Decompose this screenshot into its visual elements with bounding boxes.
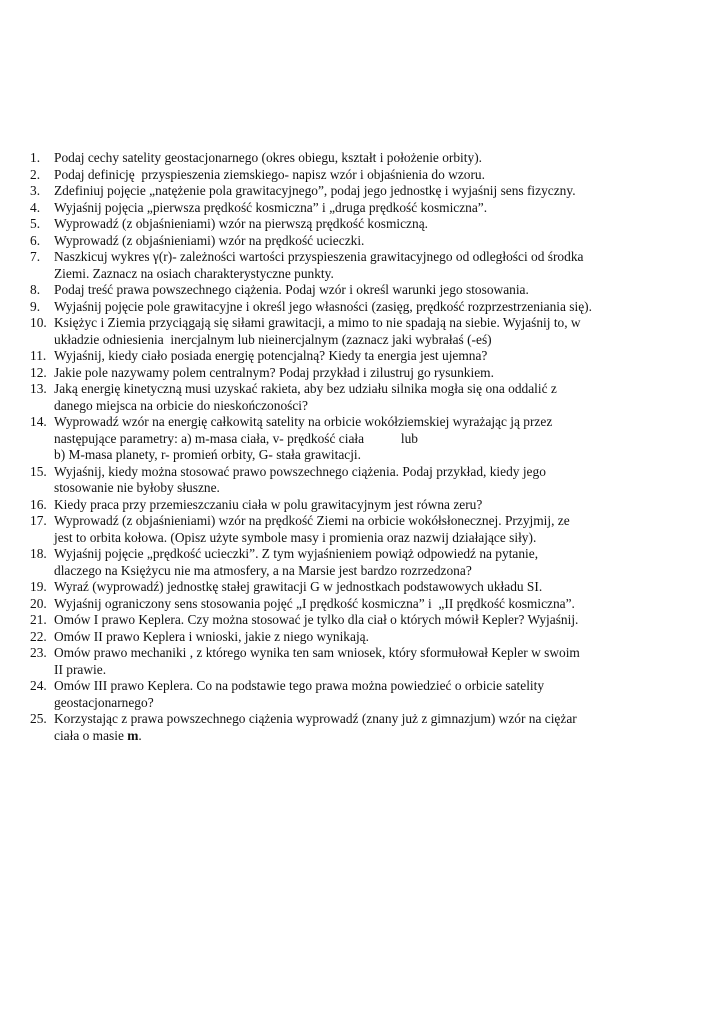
question-item [30, 414, 710, 464]
question-text: Wyjaśnij pojęcie pole grawitacyjne i określ jego własności (zasięg, prędkość rozprzestrzeniania się). [54, 298, 592, 314]
question-text: Podaj definicję przyspieszenia ziemskiego- napisz wzór i objaśnienia do wzoru. [54, 166, 485, 182]
question-text: Wyjaśnij, kiedy ciało posiada energię potencjalną? Kiedy ta energia jest ujemna? [54, 348, 488, 363]
question-number: 3. [30, 183, 41, 198]
question-text: Wyjaśnij pojęcie „prędkość ucieczki”. Z tym wyjaśnieniem powiąż odpowiedź na pytanie, dlaczego na Księżycu nie ma atmosfery, a na Marsie jest bardzo rozrzedzona? [54, 546, 539, 578]
question-item [30, 711, 710, 744]
question-item [30, 497, 710, 514]
question-text-bold-symbol: m [127, 727, 139, 743]
question-text: Wyjaśnij pojęcia „pierwsza prędkość kosmiczna” i „druga prędkość kosmiczna”. [54, 199, 488, 215]
question-item [30, 315, 710, 348]
question-item [30, 183, 710, 200]
question-item [30, 150, 710, 167]
question-number: 20. [30, 595, 47, 611]
question-number: 7. [30, 249, 41, 264]
question-item [30, 579, 710, 596]
question-item [30, 546, 710, 579]
question-item [30, 348, 710, 365]
question-number: 18. [30, 546, 47, 561]
question-text: Omów II prawo Keplera i wnioski, jakie z niego wynikają. [54, 628, 369, 644]
question-number: 15. [30, 463, 47, 479]
question-text: Księżyc i Ziemia przyciągają się siłami grawitacji, a mimo to nie spadają na siebie. Wyjaśnij to, w układzie odniesienia inercjalnym lub nieinercjalnym (zaznacz jaki wybrałaś (-eś) [54, 315, 581, 347]
question-number: 10. [30, 315, 47, 330]
question-text: Naszkicuj wykres γ(r)- zależności wartości przyspieszenia grawitacyjnego od odległości od środka Ziemi. Zaznacz na osiach charakterystyczne punkty. [54, 249, 584, 281]
question-item [30, 299, 710, 316]
question-text: Wyprowadź (z objaśnieniami) wzór na pierwszą prędkość kosmiczną. [54, 216, 428, 231]
question-item [30, 233, 710, 250]
question-item [30, 678, 710, 711]
question-number: 19. [30, 579, 47, 594]
question-item [30, 216, 710, 233]
question-item [30, 612, 710, 629]
question-number: 1. [30, 150, 41, 165]
question-list [30, 150, 710, 744]
question-item [30, 464, 710, 497]
question-item [30, 282, 710, 299]
question-text [54, 711, 710, 744]
question-number: 5. [30, 216, 41, 231]
question-text: Wyjaśnij, kiedy można stosować prawo powszechnego ciążenia. Podaj przykład, kiedy jego stosowanie nie byłoby słuszne. [54, 463, 546, 495]
question-item [30, 381, 710, 414]
question-text: Wyprowadź (z objaśnieniami) wzór na prędkość ucieczki. [54, 232, 365, 248]
question-item [30, 645, 710, 678]
question-item [30, 167, 710, 184]
question-text: Omów I prawo Keplera. Czy można stosować je tylko dla ciał o których mówił Kepler? Wyjaśnij. [54, 612, 579, 627]
question-number: 11. [30, 348, 47, 363]
question-text: Jakie pole nazywamy polem centralnym? Podaj przykład i zilustruj go rysunkiem. [54, 364, 494, 380]
question-text: Wyjaśnij ograniczony sens stosowania pojęć „I prędkość kosmiczna” i „II prędkość kosmiczna”. [54, 595, 575, 611]
question-text-ending: . [138, 727, 142, 743]
question-item [30, 200, 710, 217]
question-item [30, 513, 710, 546]
question-number: 2. [30, 166, 41, 182]
question-number: 22. [30, 628, 47, 644]
question-text: Omów prawo mechaniki , z którego wynika ten sam wniosek, który sformułował Kepler w swoim II prawie. [54, 645, 580, 677]
question-text: Kiedy praca przy przemieszczaniu ciała w polu grawitacyjnym jest równa zeru? [54, 496, 483, 512]
question-number: 21. [30, 612, 47, 627]
question-number: 8. [30, 282, 41, 297]
question-number: 17. [30, 513, 47, 528]
question-number: 13. [30, 381, 47, 396]
question-text: Omów III prawo Keplera. Co na podstawie tego prawa można powiedzieć o orbicie satelity geostacjonarnego? [54, 678, 545, 710]
question-text: Podaj cechy satelity geostacjonarnego (okres obiegu, kształt i położenie orbity). [54, 150, 482, 165]
question-number: 25. [30, 711, 47, 726]
question-number: 9. [30, 298, 41, 314]
question-text-main: Korzystając z prawa powszechnego ciążenia wyprowadź (znany już z gimnazjum) wzór na ciężar ciała o masie [54, 711, 577, 743]
question-number: 12. [30, 364, 47, 380]
question-number: 6. [30, 232, 41, 248]
question-text: Podaj treść prawa powszechnego ciążenia. Podaj wzór i określ warunki jego stosowania. [54, 282, 529, 297]
question-text: Wyprowadź wzór na energię całkowitą satelity na orbicie wokółziemskiej wyrażając ją przez następujące parametry: a) m-masa ciała, v- prędkość ciała lub b) M-masa planety, r- promień orbity, G- stała grawitacji. [54, 414, 553, 462]
question-number: 24. [30, 678, 47, 693]
question-item [30, 629, 710, 646]
question-number: 23. [30, 645, 47, 660]
question-number: 16. [30, 496, 47, 512]
question-item [30, 249, 710, 282]
question-text: Wyprowadź (z objaśnieniami) wzór na prędkość Ziemi na orbicie wokółsłonecznej. Przyjmij, ze jest to orbita kołowa. (Opisz użyte symbole masy i promienia oraz nazwij działające siły). [54, 513, 570, 545]
question-text: Jaką energię kinetyczną musi uzyskać rakieta, aby bez udziału silnika mogła się ona oddalić z danego miejsca na orbicie do nieskończoności? [54, 381, 557, 413]
question-text: Wyraź (wyprowadź) jednostkę stałej grawitacji G w jednostkach podstawowych układu SI. [54, 579, 543, 594]
question-text: Zdefiniuj pojęcie „natężenie pola grawitacyjnego”, podaj jego jednostkę i wyjaśnij sens fizyczny. [54, 183, 576, 198]
question-number: 14. [30, 414, 47, 429]
question-number: 4. [30, 199, 41, 215]
question-item [30, 596, 710, 613]
question-item [30, 365, 710, 382]
